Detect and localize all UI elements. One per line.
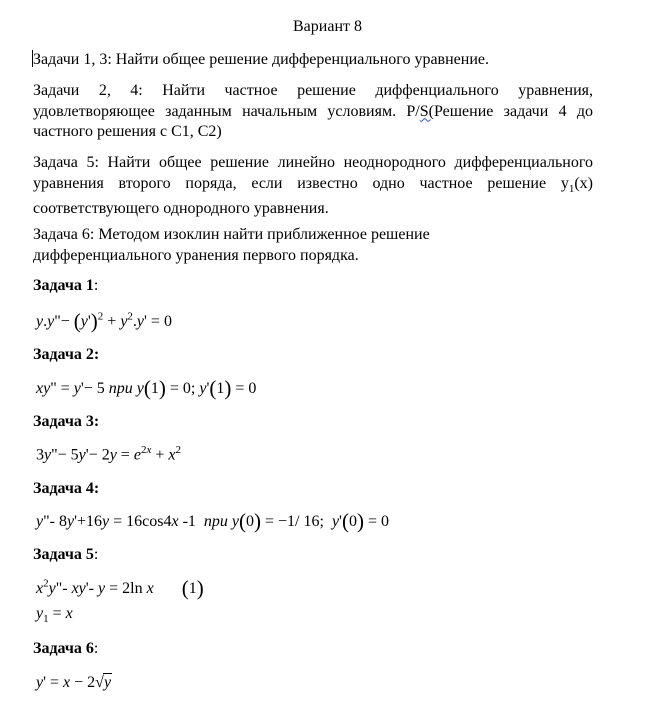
ps-text-a: P/ xyxy=(406,102,420,120)
task-6-formula: y' = x − 2√y xyxy=(36,674,112,691)
task-3-label: Задача 3: xyxy=(33,413,100,430)
intro-paragraph-2-tail: Решение задачи 4 до частного решения с С1, С2) xyxy=(33,102,593,140)
intro-paragraph-3-tail: (x) соответствующего однородного уравнения. xyxy=(33,174,593,218)
task-1-label: Задача 1: xyxy=(33,277,99,294)
task-2-label: Задача 2: xyxy=(33,346,100,363)
intro-paragraph-3 xyxy=(33,153,593,220)
intro-paragraph-4 xyxy=(33,225,593,266)
task-4-label: Задача 4: xyxy=(33,480,100,497)
intro-paragraph-1: Задачи 1, 3: Найти общее решение дифференциального уравнение. xyxy=(33,51,489,68)
task-3-formula: 3y"− $5y'- 2y = e^{2x} + x^2$ xyxy=(36,444,181,464)
ps-text-b: S( xyxy=(419,102,434,120)
intro-paragraph-4-line2: дифференциального уранения первого порядка. xyxy=(33,246,359,264)
task-6-label: Задача 6: xyxy=(33,640,99,657)
intro-paragraph-4-line1: Задача 6: Методом изоклин найти приближенное решение xyxy=(33,226,430,243)
task-2-formula: xy" = y'− 5 при y(1) = 0; y'(1) = 0 xyxy=(36,376,257,400)
page-title: Вариант 8 xyxy=(293,18,362,35)
intro-paragraph-2-text: Задачи 2, 4: Найти частное решение диффенциального уравнения, удовлетворяющее заданным начальным условиям. xyxy=(33,82,593,120)
task-5-label: Задача 5: xyxy=(33,546,99,563)
intro-paragraph-3-sub: 1 xyxy=(568,182,575,195)
intro-paragraph-3-text: Задача 5: Найти общее решение линейно неоднородного дифференциального уравнения второго поряда, если известно одно частное решение y xyxy=(33,154,593,192)
intro-paragraph-2 xyxy=(33,81,593,143)
task-1-formula: y.y"− $(y')^2 + y^2.y' = 0$ xyxy=(36,309,172,333)
task-5-formula-2: $y_1 = x$ xyxy=(36,605,73,626)
task-5-formula: $x^2y"-$ xy'- y = 2ln x (1) xyxy=(36,576,204,600)
task-4-formula: y"- 8y'+16y = 16cos4x -1 при y(0) = −1/ 16; y'(0) = 0 xyxy=(36,509,389,533)
